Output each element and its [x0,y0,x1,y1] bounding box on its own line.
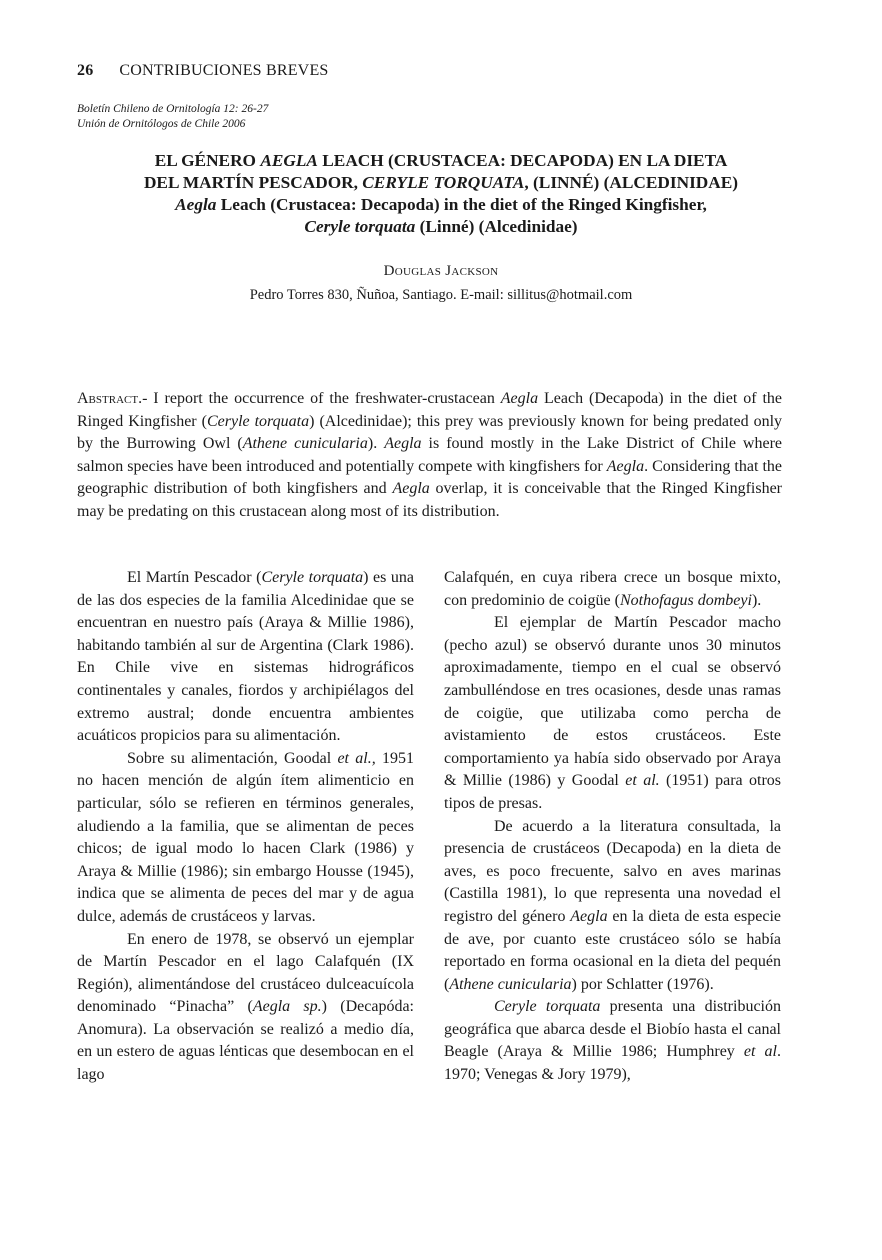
paragraph-text: ) por Schlatter (1976). [571,975,714,993]
paragraph-text: ) es una de las dos especies de la familia Alcedinidae que se encuentran en nuestro país (Araya & Millie 1986), habitando también al sur de Argentina (Clark 1986). En Chile vive en sistemas hidrográficos continentales y canales, fiordos y archipiélagos del extremo austral; donde encuentra ambientes acuáticos propicios para su alimentación. [77,569,414,745]
page-number: 26 [77,62,94,79]
journal-citation [77,102,268,132]
title-en-text: Leach (Crustacea: Decapoda) in the diet of the Ringed Kingfisher, [216,195,707,214]
paragraph-text: ) (Decapóda: Anomura). La observación se realizó a medio día, en un estero de aguas lénticas que desembocan en el lago [77,998,414,1084]
title-en-text: (Linné) (Alcedinidae) [415,217,578,236]
paragraph [444,816,781,997]
abstract [77,388,782,524]
paragraph-text: Sobre su alimentación, Goodal [127,749,338,767]
paragraph-italic: Ceryle torquata [494,998,601,1016]
section-title: CONTRIBUCIONES BREVES [119,62,329,79]
paragraph-italic: et al [743,1043,778,1061]
abstract-text: ). [367,435,385,453]
title-es-text: EL GÉNERO [154,151,261,170]
paragraph [77,748,414,929]
article-title-block [60,150,822,238]
paragraph-text: Calafquén, en cuya ribera crece un bosque mixto, con predominio de coigüe ( [444,569,781,609]
paragraph-text: . 1970; Venegas & Jory 1979), [444,1043,782,1084]
abstract-text: Leach (Decapoda) in the diet of the Ringed Kingfisher ( [77,390,782,430]
abstract-italic: Aegla [392,480,430,498]
paragraph-italic: Athene cunicularia [449,975,572,993]
paragraph [77,567,414,748]
paragraph-italic: et al., [337,749,376,767]
title-en-species: Ceryle torquata [304,217,416,236]
journal-line-1: Boletín Chileno de Ornitología 12: 26-27 [77,103,269,115]
paragraph-italic: et al. [625,772,660,790]
author-name: Douglas Jackson [383,263,499,279]
abstract-text: ) (Alcedinidae); this prey was previously known for being predated only by the Burrowing Owl ( [77,412,783,453]
paragraph-text: De acuerdo a la literatura consultada, la presencia de crustáceos (Decapoda) en la dieta de aves, es poco frecuente, salvo en aves marinas (Castilla 1981), lo que representa una novedad el registro del género [444,817,781,925]
title-es-genus: AEGLA [260,151,318,170]
paragraph-text: 1951 no hacen mención de algún ítem alimenticio en particular, sólo se refieren en términos generales, aludiendo a la familia, que se alimentan de peces chicos; de igual modo lo hacen Clark (1986) y Araya & Millie (1986); sin embargo Housse (1945), indica que se alimenta de peces del mar y de agua dulce, además de crustáceos y larvas. [77,749,415,925]
title-es-text: DEL MARTÍN PESCADOR, [143,173,363,192]
abstract-italic: Aegla [500,390,539,407]
running-header [77,62,329,80]
paragraph-text: En enero de 1978, se observó un ejemplar de Martín Pescador en el lago Calafquén (IX Región), alimentándose del crustáceo dulceacuícola denominado “Pinacha” ( [77,930,414,1016]
abstract-label: Abstract [77,390,139,407]
abstract-text: . Considering that the geographic distribution of both kingfishers and [77,457,782,498]
abstract-text: overlap, it is conceivable that the Ringed Kingfisher may be predating on this crustacean along most of its distribution. [77,480,783,520]
title-en-genus: Aegla [175,195,217,214]
paragraph [77,929,414,1087]
paragraph-text: ). [751,591,762,609]
title-english [60,194,822,238]
abstract-italic: Ceryle torquata [206,412,310,430]
paragraph [444,612,781,815]
paragraph-text: El Martín Pescador ( [127,569,262,586]
paragraph [444,996,781,1086]
paragraph-text: en la dieta de esta especie de ave, por cuanto este crustáceo sólo se había reportado en forma ocasional en la dieta del pequén ( [444,907,782,993]
paragraph-italic: Aegla [570,907,608,925]
title-es-text: LEACH (CRUSTACEA: DECAPODA) EN LA DIETA [317,151,728,170]
paragraph-text: presenta una distribución geográfica que abarca desde el Biobío hasta el canal Beagle (Araya & Millie 1986; Humphrey [444,998,782,1061]
journal-line-2: Unión de Ornitólogos de Chile 2006 [77,118,246,130]
title-es-species: CERYLE TORQUATA [362,173,525,192]
paragraph-italic: Nothofagus dombeyi [619,591,752,609]
paragraph-italic: Ceryle torquata [261,569,364,586]
paragraph-text: El ejemplar de Martín Pescador macho (pecho azul) se observó durante unos 30 minutos aproximadamente, tiempo en el cual se observó zambulléndose en tres ocasiones, desde unas ramas de coigüe, que utilizaba como percha de avistamiento de estos crustáceos. Este comportamiento ya había sido observado por Araya & Millie (1986) y Goodal [444,614,781,790]
title-es-text: , (LINNÉ) (ALCEDINIDAE) [524,173,739,192]
abstract-italic: Aegla [384,435,422,453]
abstract-text: is found mostly in the Lake District of Chile where salmon species have been introduced and potentially compete with kingfishers for [77,435,783,475]
abstract-italic: Aegla [606,457,645,475]
paragraph-continuation [444,567,781,612]
abstract-italic: Athene cunicularia [242,435,368,453]
abstract-text: .- I report the occurrence of the freshwater-crustacean [138,390,501,407]
author-address: Pedro Torres 830, Ñuñoa, Santiago. E-mail: sillitus@hotmail.com [249,287,633,303]
body-column-left [77,567,414,1087]
title-spanish [60,150,822,194]
body-column-right [444,567,781,1087]
paragraph-text: (1951) para otros tipos de presas. [444,772,782,812]
paragraph-italic: Aegla sp. [252,998,322,1016]
